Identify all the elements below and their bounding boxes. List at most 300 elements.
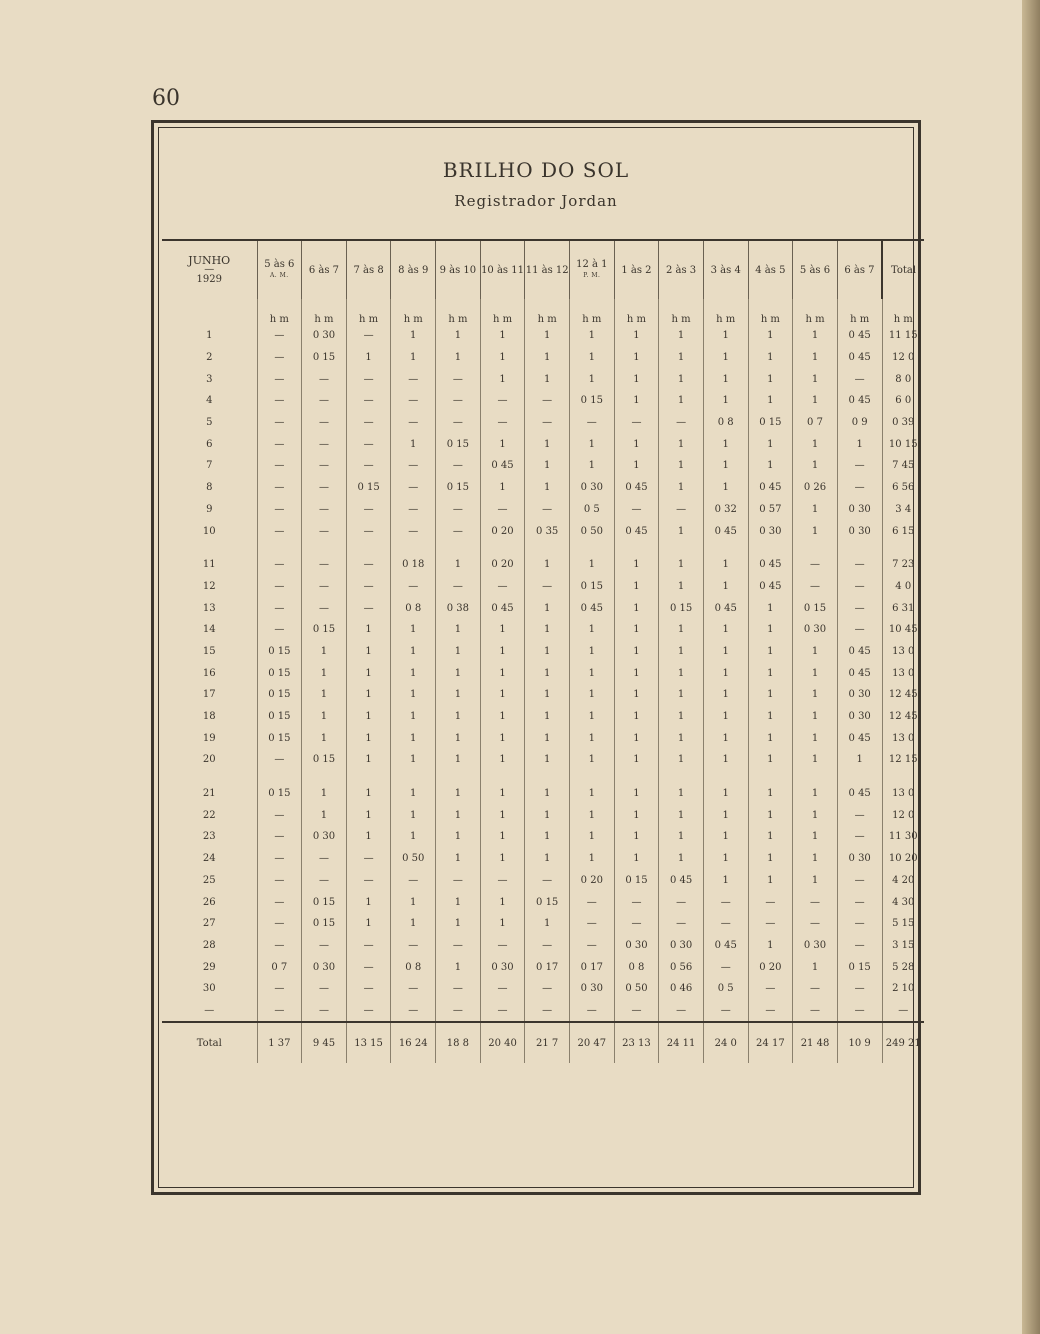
table-cell: — (257, 597, 302, 619)
column-header-label: 2 às 3 (665, 264, 697, 276)
table-cell: — (793, 1000, 838, 1023)
table-cell: 16 24 (391, 1022, 436, 1063)
table-cell: 1 (391, 783, 436, 805)
table-cell: — (525, 390, 570, 412)
units-row (162, 299, 924, 325)
table-cell: 1 (793, 520, 838, 542)
table-cell: 0 15 (436, 433, 481, 455)
table-cell: 1 (703, 749, 748, 771)
table-row (162, 554, 924, 576)
column-header (748, 240, 793, 299)
table-cell: 25 (202, 874, 216, 886)
table-cell: — (346, 499, 391, 521)
total-cell (882, 542, 924, 554)
table-cell: — (257, 433, 302, 455)
table-cell: — (257, 325, 302, 347)
table-cell: 1 (525, 804, 570, 826)
table-cell: 1 (703, 727, 748, 749)
table-cell: — (436, 499, 481, 521)
table-cell: 1 (793, 455, 838, 477)
table-cell: 1 (748, 935, 793, 957)
column-header-sub: A. M. (269, 272, 289, 279)
column-header-label: 12 à 1 (576, 259, 608, 270)
table-cell: — (302, 1000, 347, 1023)
table-cell: 1 (614, 554, 659, 576)
column-header (480, 240, 525, 299)
table-cell: — (302, 576, 347, 598)
table-cell: 0 45 (748, 554, 793, 576)
column-header (659, 240, 704, 299)
table-cell: 1 (525, 455, 570, 477)
table-cell: — (793, 891, 838, 913)
table-cell: — (837, 826, 882, 848)
table-cell: 0 30 (837, 520, 882, 542)
table-cell: — (302, 390, 347, 412)
table-cell: 0 45 (703, 935, 748, 957)
table-cell: 0 15 (659, 597, 704, 619)
table-cell: 1 (703, 477, 748, 499)
table-cell: — (436, 455, 481, 477)
table-cell: — (391, 390, 436, 412)
table-cell: 0 35 (525, 520, 570, 542)
table-cell: 1 (659, 520, 704, 542)
table-cell: 1 (346, 684, 391, 706)
table-cell: — (302, 597, 347, 619)
table-cell: 1 (480, 619, 525, 641)
table-cell: 0 15 (614, 870, 659, 892)
table-cell: 0 15 (525, 891, 570, 913)
table-cell: 24 11 (659, 1022, 704, 1063)
total-cell: 11 15 (882, 325, 924, 347)
table-cell: 0 30 (480, 956, 525, 978)
table-cell: 21 7 (525, 1022, 570, 1063)
table-cell: 27 (202, 918, 216, 930)
table-row (162, 619, 924, 641)
table-cell: 1 (659, 390, 704, 412)
table-cell: 1 (793, 368, 838, 390)
table-cell: 1 (480, 684, 525, 706)
table-cell: — (257, 848, 302, 870)
table-cell: — (436, 390, 481, 412)
table-cell: 30 (202, 983, 216, 995)
table-cell: — (346, 368, 391, 390)
table-cell: 20 40 (480, 1022, 525, 1063)
table-cell: 1 (569, 848, 614, 870)
table-cell: 1 (391, 641, 436, 663)
table-row (162, 499, 924, 521)
table-cell: 1 (703, 347, 748, 369)
table-cell: 0 30 (569, 978, 614, 1000)
total-cell: 6 56 (882, 477, 924, 499)
table-cell: 19 (202, 732, 216, 744)
table-cell: 10 9 (837, 1022, 882, 1063)
table-cell: 1 (569, 619, 614, 641)
table-cell: 0 38 (436, 597, 481, 619)
table-row (162, 870, 924, 892)
table-cell: 1 (346, 619, 391, 641)
table-cell: — (614, 412, 659, 434)
table-cell: — (614, 913, 659, 935)
table-row (162, 368, 924, 390)
table-cell: 0 30 (793, 935, 838, 957)
total-cell: 249 21 (882, 1022, 924, 1063)
table-cell (837, 771, 882, 783)
table-cell: 0 56 (659, 956, 704, 978)
table-cell: — (436, 576, 481, 598)
table-cell: 18 (202, 711, 216, 723)
table-cell: 1 (206, 330, 213, 342)
table-cell: 0 30 (302, 826, 347, 848)
table-cell: — (525, 870, 570, 892)
table-cell: 0 15 (793, 597, 838, 619)
table-cell: — (302, 477, 347, 499)
table-cell: 1 (614, 783, 659, 805)
table-cell: — (659, 499, 704, 521)
table-row (162, 935, 924, 957)
table-cell: — (204, 1004, 215, 1016)
table-cell: 0 26 (793, 477, 838, 499)
table-cell: — (346, 325, 391, 347)
table-cell: 1 (391, 684, 436, 706)
table-cell: 1 (480, 325, 525, 347)
table-cell: 0 20 (480, 554, 525, 576)
table-cell: — (569, 913, 614, 935)
month-dash: — (204, 264, 215, 275)
table-cell: — (480, 412, 525, 434)
table-cell: 1 (659, 727, 704, 749)
table-cell: 1 (480, 913, 525, 935)
table-cell: 0 57 (748, 499, 793, 521)
table-cell: 1 (480, 783, 525, 805)
table-cell: 1 (703, 684, 748, 706)
table-cell: — (480, 390, 525, 412)
table-cell: 1 (703, 706, 748, 728)
table-cell: 1 (793, 662, 838, 684)
column-header-label: 3 às 4 (710, 264, 741, 276)
table-cell: — (480, 499, 525, 521)
table-cell (346, 771, 391, 783)
table-cell: 24 17 (748, 1022, 793, 1063)
table-cell: — (480, 1000, 525, 1023)
table-cell: 1 (703, 576, 748, 598)
table-cell: — (837, 597, 882, 619)
table-cell: 1 (391, 433, 436, 455)
table-cell: 1 (302, 706, 347, 728)
table-cell: 0 45 (837, 325, 882, 347)
total-cell: — (882, 1000, 924, 1023)
table-cell: 2 (206, 352, 213, 364)
table-cell (257, 542, 302, 554)
totals-row (162, 1022, 924, 1063)
table-cell: 8 (206, 482, 213, 494)
table-cell (257, 771, 302, 783)
table-cell: 1 (659, 641, 704, 663)
table-cell: 0 15 (257, 684, 302, 706)
table-cell: 12 (202, 580, 216, 592)
table-cell: 1 (793, 956, 838, 978)
table-cell: 0 15 (748, 412, 793, 434)
table-cell: 28 (202, 939, 216, 951)
table-cell: — (346, 978, 391, 1000)
table-cell: — (391, 368, 436, 390)
table-cell: 1 (748, 347, 793, 369)
table-cell: 1 (703, 662, 748, 684)
table-row (162, 455, 924, 477)
table-cell: — (391, 477, 436, 499)
column-header (614, 240, 659, 299)
table-cell: 0 50 (391, 848, 436, 870)
table-cell: — (837, 913, 882, 935)
table-cell: 1 (346, 641, 391, 663)
table-cell: 16 (202, 667, 216, 679)
table-cell: 1 (525, 662, 570, 684)
header-row (162, 240, 924, 299)
total-cell: 7 45 (882, 455, 924, 477)
table-cell: 1 (748, 433, 793, 455)
table-cell: 1 (703, 641, 748, 663)
table-cell: 1 (346, 826, 391, 848)
table-cell: h m (302, 299, 347, 325)
column-header-label: 5 às 6 (799, 264, 831, 276)
table-cell: — (257, 935, 302, 957)
table-cell: 1 (436, 325, 481, 347)
table-row (162, 978, 924, 1000)
table-cell (162, 299, 257, 325)
table-cell: — (748, 1000, 793, 1023)
table-cell: 1 (748, 727, 793, 749)
total-cell: h m (882, 299, 924, 325)
table-cell: 1 (614, 662, 659, 684)
column-header (569, 240, 614, 299)
table-cell: 1 (525, 783, 570, 805)
table-cell: 21 (202, 788, 216, 800)
column-header-label: 9 às 10 (439, 264, 477, 276)
table-cell: 1 (569, 455, 614, 477)
table-cell: 0 15 (302, 347, 347, 369)
table-cell: — (346, 956, 391, 978)
table-cell: 1 (614, 325, 659, 347)
table-cell: 0 45 (837, 662, 882, 684)
table-cell: Total (162, 1022, 257, 1063)
table-cell: 0 15 (257, 641, 302, 663)
table-cell: 1 (703, 433, 748, 455)
table-cell: 1 (703, 870, 748, 892)
column-header-label: 11 às 12 (525, 264, 569, 276)
table-cell: 1 (391, 706, 436, 728)
table-cell: 14 (202, 624, 216, 636)
table-cell: — (302, 455, 347, 477)
table-cell: 1 (659, 804, 704, 826)
table-cell: — (569, 935, 614, 957)
table-cell: 1 (614, 826, 659, 848)
table-subtitle: Registrador Jordan (454, 192, 618, 210)
table-cell: 1 (614, 641, 659, 663)
table-cell: 20 47 (569, 1022, 614, 1063)
table-cell (748, 771, 793, 783)
table-cell (793, 542, 838, 554)
column-header (837, 240, 882, 299)
table-row (162, 727, 924, 749)
table-frame (151, 120, 921, 1195)
table-cell: h m (837, 299, 882, 325)
table-cell: 1 (748, 826, 793, 848)
table-cell: 0 7 (793, 412, 838, 434)
table-cell: 1 (525, 913, 570, 935)
table-cell: 0 7 (257, 956, 302, 978)
table-cell: — (659, 891, 704, 913)
table-cell: 0 45 (837, 783, 882, 805)
table-cell: — (436, 1000, 481, 1023)
table-row (162, 956, 924, 978)
table-cell: — (480, 935, 525, 957)
table-cell: 1 (525, 368, 570, 390)
table-cell: 1 (659, 554, 704, 576)
table-cell: 0 45 (837, 641, 882, 663)
table-cell: 1 (659, 684, 704, 706)
table-cell: 1 (793, 783, 838, 805)
table-cell: — (614, 499, 659, 521)
table-cell: 0 18 (391, 554, 436, 576)
table-cell: 1 (837, 749, 882, 771)
table-cell: — (569, 891, 614, 913)
table-cell: 1 (614, 706, 659, 728)
table-cell: — (837, 455, 882, 477)
table-cell: 1 (748, 848, 793, 870)
table-cell: 1 (480, 477, 525, 499)
table-cell: 1 (346, 913, 391, 935)
table-cell: 1 (525, 554, 570, 576)
table-cell: — (569, 412, 614, 434)
table-cell: 29 (202, 961, 216, 973)
table-cell: 1 (302, 804, 347, 826)
table-cell: 1 (346, 891, 391, 913)
table-cell: — (837, 477, 882, 499)
table-cell: 4 (206, 395, 213, 407)
table-row (162, 1000, 924, 1023)
total-cell: 12 0 (882, 347, 924, 369)
table-cell: 15 (202, 645, 216, 657)
table-row (162, 891, 924, 913)
total-cell: 10 20 (882, 848, 924, 870)
table-cell: — (525, 412, 570, 434)
table-cell: 0 50 (614, 978, 659, 1000)
table-cell: 1 (480, 826, 525, 848)
table-cell: 1 (436, 826, 481, 848)
column-header (436, 240, 481, 299)
table-cell: — (525, 978, 570, 1000)
table-cell: 1 (480, 749, 525, 771)
table-cell: — (391, 412, 436, 434)
table-cell: 9 (206, 503, 213, 515)
table-cell: 1 (659, 848, 704, 870)
column-header (703, 240, 748, 299)
table-cell: 0 15 (302, 749, 347, 771)
table-cell: 1 (436, 749, 481, 771)
table-cell (703, 542, 748, 554)
table-cell: 1 (703, 325, 748, 347)
table-cell: — (480, 870, 525, 892)
table-row (162, 749, 924, 771)
table-cell: 1 (614, 619, 659, 641)
table-cell: — (346, 455, 391, 477)
table-cell: 1 (659, 619, 704, 641)
table-cell: 1 (614, 433, 659, 455)
table-cell: 1 (748, 325, 793, 347)
table-cell: — (257, 870, 302, 892)
table-cell: 1 (614, 576, 659, 598)
table-cell: 1 (659, 749, 704, 771)
table-cell: 1 (703, 554, 748, 576)
table-cell: 1 (614, 727, 659, 749)
total-cell: 3 4 (882, 499, 924, 521)
table-row (162, 390, 924, 412)
table-cell: 1 (346, 347, 391, 369)
table-cell: h m (391, 299, 436, 325)
table-cell: — (346, 935, 391, 957)
table-cell: 0 15 (346, 477, 391, 499)
table-cell: — (257, 978, 302, 1000)
table-cell (480, 542, 525, 554)
group-gap (162, 771, 924, 783)
table-cell: 1 (614, 848, 659, 870)
table-cell: h m (480, 299, 525, 325)
table-cell: 1 (525, 684, 570, 706)
table-cell: 1 (793, 706, 838, 728)
table-cell: — (391, 455, 436, 477)
table-cell: — (346, 1000, 391, 1023)
page-edge (1022, 0, 1040, 1334)
table-cell: 1 37 (257, 1022, 302, 1063)
table-cell: — (703, 956, 748, 978)
table-cell: 1 (391, 727, 436, 749)
table-cell: 0 45 (703, 520, 748, 542)
table-cell: 1 (436, 848, 481, 870)
table-cell: — (257, 619, 302, 641)
table-cell (614, 771, 659, 783)
table-cell: 1 (614, 749, 659, 771)
table-cell: 0 45 (837, 347, 882, 369)
table-cell: 0 45 (480, 455, 525, 477)
table-cell: 0 30 (837, 706, 882, 728)
total-cell (882, 771, 924, 783)
table-cell (436, 771, 481, 783)
total-cell: 6 15 (882, 520, 924, 542)
table-cell: 0 30 (837, 684, 882, 706)
table-cell: 0 8 (391, 597, 436, 619)
table-cell: 1 (480, 727, 525, 749)
table-cell: 1 (525, 477, 570, 499)
table-cell: 1 (569, 727, 614, 749)
table-cell: 1 (659, 783, 704, 805)
table-cell (162, 771, 257, 783)
table-cell: 0 45 (480, 597, 525, 619)
table-cell: 11 (202, 559, 216, 571)
table-cell: 1 (659, 662, 704, 684)
table-cell: — (525, 499, 570, 521)
table-cell: — (346, 390, 391, 412)
table-cell: — (346, 576, 391, 598)
table-cell: 13 (202, 602, 216, 614)
table-cell: — (793, 978, 838, 1000)
table-cell: 1 (569, 325, 614, 347)
table-cell: — (436, 520, 481, 542)
table-cell: 1 (436, 662, 481, 684)
table-cell: 0 15 (257, 783, 302, 805)
table-cell: — (837, 1000, 882, 1023)
table-cell: 1 (569, 433, 614, 455)
table-cell: 1 (703, 619, 748, 641)
table-cell: 0 30 (837, 499, 882, 521)
